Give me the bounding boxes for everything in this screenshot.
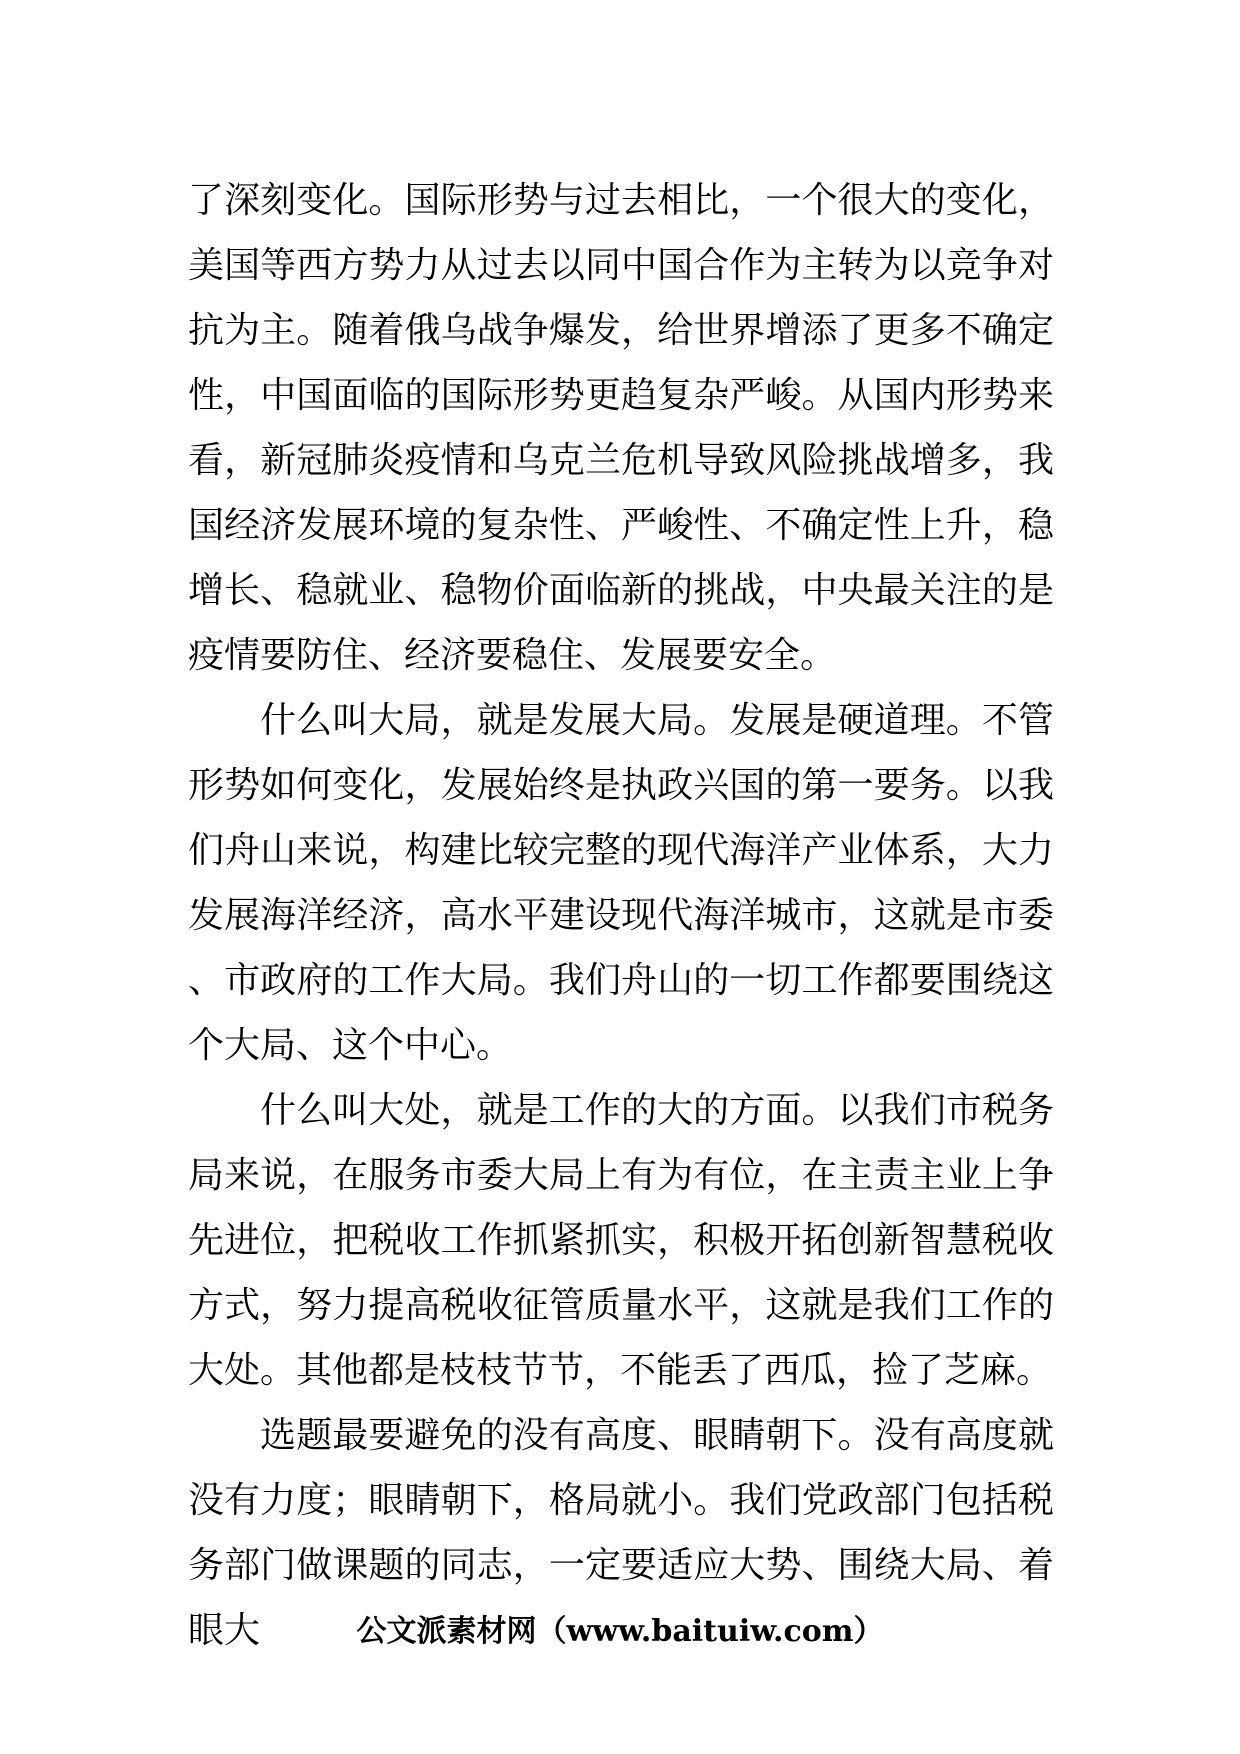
paragraph-2: 什么叫大局，就是发展大局。发展是硬道理。不管形势如何变化，发展始终是执政兴国的第一要务。以我们舟山来说，构建比较完整的现代海洋产业体系，大力发展海洋经济，高水平建设现代海洋城市，这就是市委、市政府的工作大局。我们舟山的一切工作都要围绕这个大局、这个中心。: [188, 700, 1054, 1066]
body-text: [188, 168, 1054, 1663]
paragraph-1: 了深刻变化。国际形势与过去相比，一个很大的变化，美国等西方势力从过去以同中国合作为主转为以竞争对抗为主。随着俄乌战争爆发，给世界增添了更多不确定性，中国面临的国际形势更趋复杂严峻。从国内形势来看，新冠肺炎疫情和乌克兰危机导致风险挑战增多，我国经济发展环境的复杂性、严峻性、不确定性上升，稳增长、稳就业、稳物价面临新的挑战，中央最关注的是疫情要防住、经济要稳住、发展要安全。: [188, 180, 1054, 676]
footer-source: 公文派素材网（www.baituiw.com）: [356, 1614, 884, 1649]
paragraph-3: 什么叫大处，就是工作的大的方面。以我们市税务局来说，在服务市委大局上有为有位，在主责主业上争先进位，把税收工作抓紧抓实，积极开拓创新智慧税收方式，努力提高税收征管质量水平，这就是我们工作的大处。其他都是枝枝节节，不能丢了西瓜，捡了芝麻。: [188, 1090, 1054, 1391]
paragraph-4: 选题最要避免的没有高度、眼睛朝下。没有高度就没有力度；眼睛朝下，格局就小。我们党政部门包括税务部门做课题的同志，一定要适应大势、围绕大局、着眼大: [188, 1415, 1054, 1651]
